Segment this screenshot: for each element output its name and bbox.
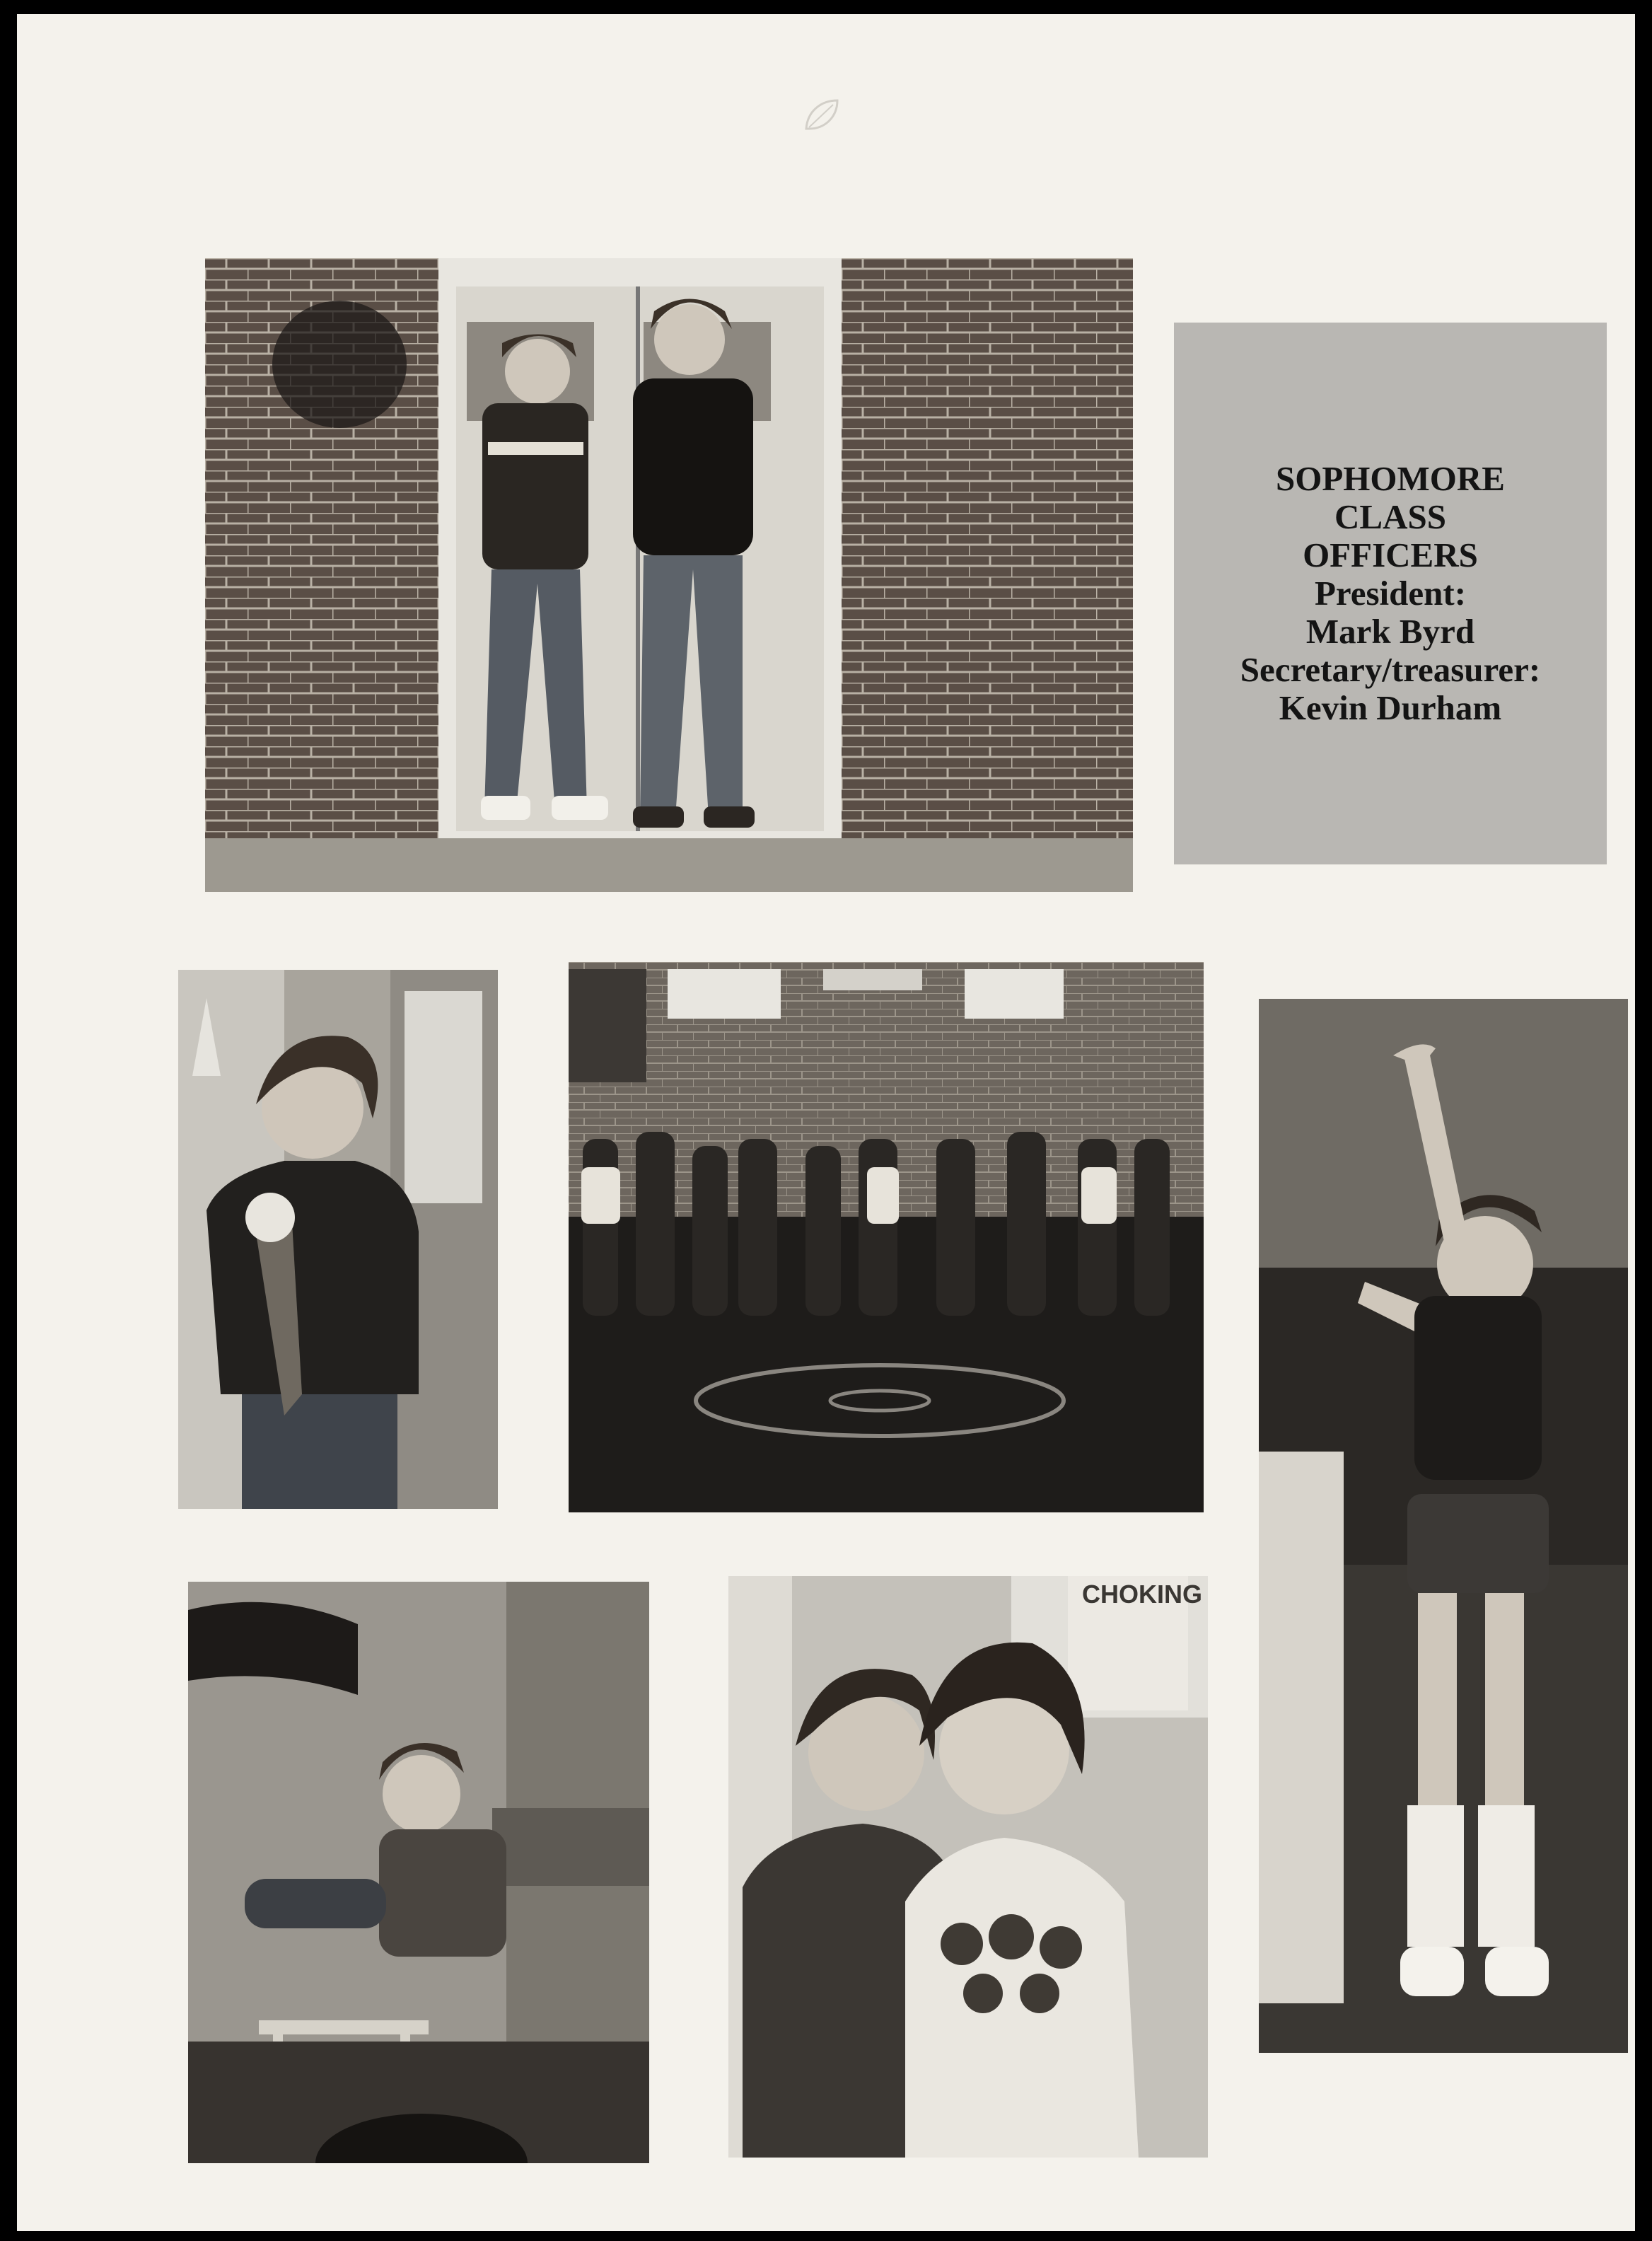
- gym-group-photo: [569, 962, 1204, 1512]
- classroom-boy-photo: [188, 1582, 649, 2163]
- secretary-name: Kevin Durham: [1279, 688, 1502, 727]
- leaf-icon: [802, 96, 842, 133]
- basketball-player-photo: [1259, 999, 1628, 2053]
- officers-photo: [205, 258, 1133, 892]
- girl-flowers-photo: [178, 970, 498, 1509]
- caption-heading-line: SOPHOMORE: [1276, 459, 1505, 498]
- caption-box: [1174, 323, 1607, 864]
- caption-heading-line: CLASS: [1334, 497, 1446, 536]
- officers-caption: [1240, 460, 1540, 727]
- yearbook-page: [17, 14, 1635, 2231]
- president-name: Mark Byrd: [1305, 612, 1475, 651]
- president-label: President:: [1314, 574, 1467, 613]
- two-girls-photo: [728, 1576, 1208, 2158]
- gym-sign-text: CHOKING: [1082, 1580, 1202, 1609]
- secretary-label: Secretary/treasurer:: [1240, 650, 1541, 689]
- caption-heading-line: OFFICERS: [1303, 535, 1478, 574]
